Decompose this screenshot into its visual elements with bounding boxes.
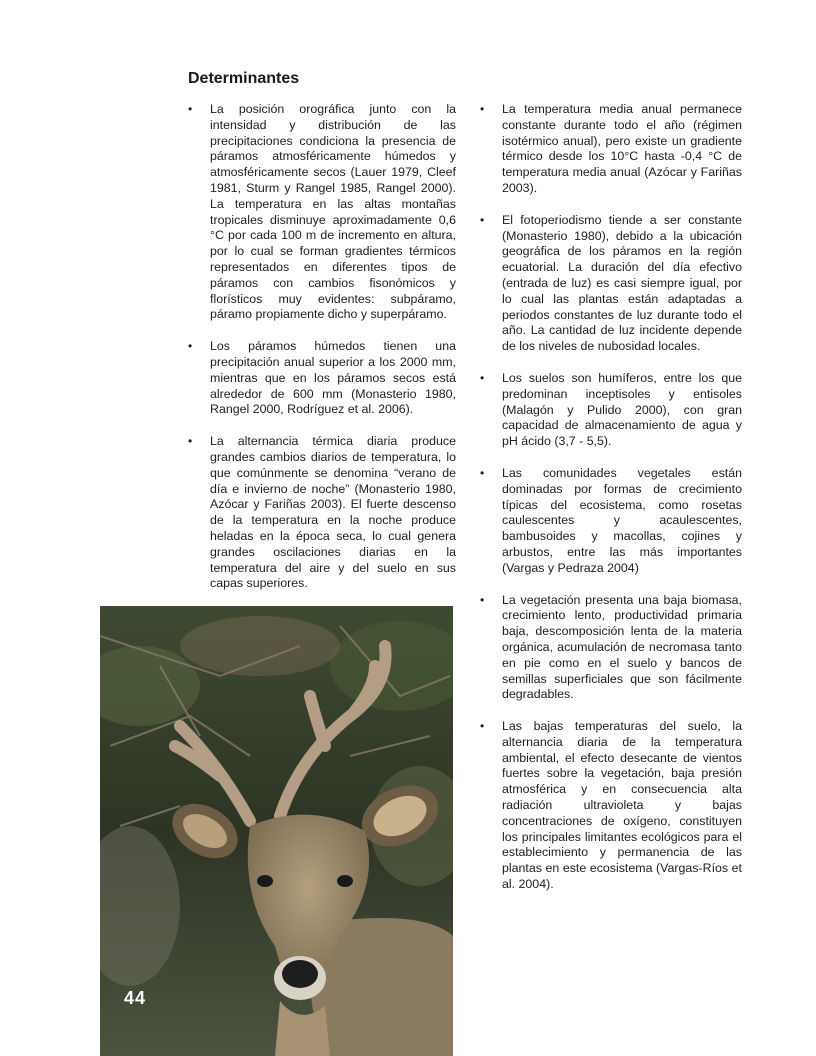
bullet-icon: • <box>188 339 193 354</box>
left-bullet-list <box>188 102 456 608</box>
list-item-text: Los páramos húmedos tienen una precipitación anual superior a los 2000 mm, mientras que en los páramos secos está alrededor de 600 mm (Monasterio 1980, Rangel 2000, Rodríguez et al. 2006). <box>210 339 456 417</box>
list-item <box>480 102 742 197</box>
bullet-icon: • <box>480 212 485 227</box>
right-bullet-list <box>480 102 742 909</box>
bullet-icon: • <box>188 434 193 449</box>
list-item-text: Los suelos son humíferos, entre los que predominan inceptisoles y entisoles (Malagón y Pulido 2000), con gran capacidad de almacenamiento de agua y pH ácido (3,7 - 5,5). <box>502 370 742 449</box>
list-item <box>188 339 456 418</box>
list-item-text: La alternancia térmica diaria produce grandes cambios diarios de temperatura, lo que comúnmente se denomina “verano de día e invierno de noche” (Monasterio 1980, Azócar y Fariñas 2003). El fuerte descenso de la temperatura en la noche produce heladas en la época seca, lo cual genera grandes oscilaciones diarias en la temperatura del aire y del suelo en sus capas superiores. <box>210 434 456 591</box>
list-item <box>480 371 742 450</box>
list-item <box>480 466 742 577</box>
list-item-text: Las bajas temperaturas del suelo, la alternancia diaria de la temperatura ambiental, el efecto desecante de vientos fuertes sobre la vegetación, baja presión atmosférica y en consecuencia alta radiación ultravioleta y bajas concentraciones de oxígeno, constituyen los principales limitantes ecológicos para el establecimiento y permanencia de las plantas en este ecosistema (Vargas-Ríos et al. 2004). <box>502 719 742 892</box>
list-item <box>480 213 742 355</box>
list-item-text: La posición orográfica junto con la intensidad y distribución de las precipitaciones condiciona la presencia de páramos atmosféricamente húmedos y atmosféricamente secos (Lauer 1979, Cleef 1981, Sturm y Rangel 1985, Rangel 2000). La temperatura en las altas montañas tropicales disminuye aproximadamente 0,6 °C por cada 100 m de incremento en altura, por lo cual se forman gradientes térmicos representados en diferentes tipos de páramos con cambios fisonómicos y florísticos muy evidentes: subpáramo, páramo propiamente dicho y superpáramo. <box>210 102 456 322</box>
list-item <box>480 593 742 704</box>
list-item <box>188 434 456 592</box>
page-number: 44 <box>124 988 147 1008</box>
bullet-icon: • <box>480 102 485 116</box>
list-item-text: Las comunidades vegetales están dominadas por formas de crecimiento típicas del ecosistema, como rosetas caulescentes y acaulescentes, bambusoides y macollas, cojines y arbustos, entre las más importantes (Vargas y Pedraza 2004) <box>502 465 742 575</box>
list-item-text: El fotoperiodismo tiende a ser constante (Monasterio 1980), debido a la ubicación geográfica de los páramos en la región ecuatorial. La duración del día efectivo (entrada de luz) es casi siempre igual, por lo cual las plantas están adaptadas a periodos constantes de luz durante todo el año. La cantidad de luz incidente depende de los niveles de nubosidad locales. <box>502 212 742 354</box>
section-heading: Determinantes <box>188 70 300 87</box>
list-item <box>480 719 742 893</box>
bullet-icon: • <box>480 370 485 385</box>
list-item-text: La temperatura media anual permanece constante durante todo el año (régimen isotérmico anual), pero existe un gradiente térmico desde los 10°C hasta -0,4 °C de temperatura media anual (Azócar y Fariñas 2003). <box>502 102 742 195</box>
deer-photo <box>100 606 453 1056</box>
list-item <box>188 102 456 323</box>
bullet-icon: • <box>188 102 193 116</box>
bullet-icon: • <box>480 465 485 480</box>
bullet-icon: • <box>480 592 485 607</box>
bullet-icon: • <box>480 719 485 734</box>
list-item-text: La vegetación presenta una baja biomasa, crecimiento lento, productividad primaria baja, descomposición lenta de la materia orgánica, acumulación de necromasa tanto en pie como en el suelo y bancos de semillas superficiales que son fácilmente degradables. <box>502 592 742 702</box>
deer-illustration <box>100 606 453 1056</box>
